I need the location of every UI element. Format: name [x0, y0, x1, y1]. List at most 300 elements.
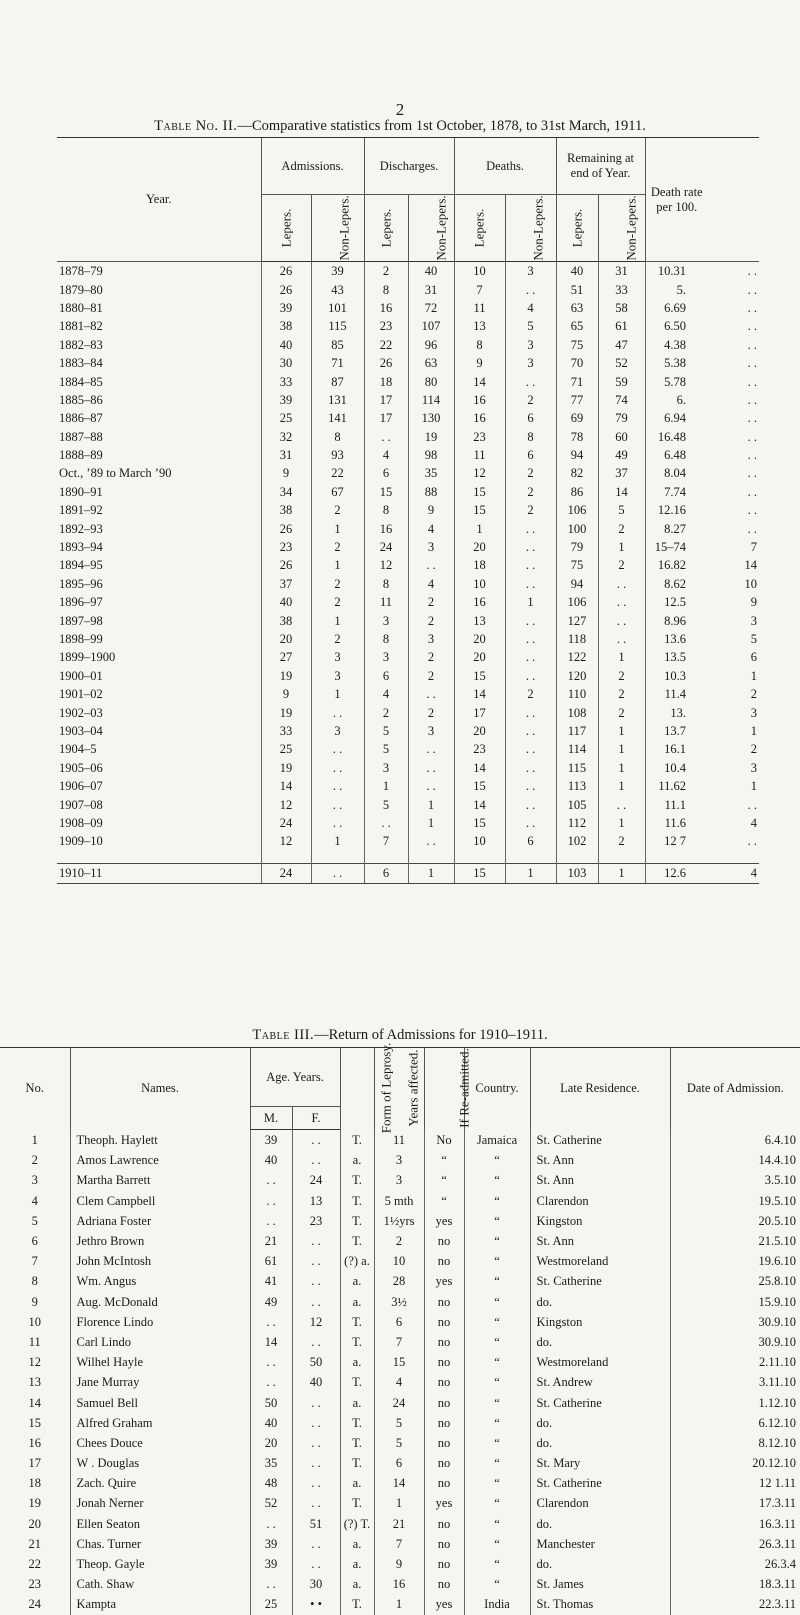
year-cell: 1891–92: [59, 503, 103, 518]
table2-row: [57, 280, 759, 298]
value-cell-d-l: 3: [364, 759, 408, 777]
age-male-cell: 40: [250, 1150, 292, 1170]
value-cell-x-l: 20: [454, 538, 505, 556]
value-cell-x-n: . .: [505, 722, 556, 740]
table2-row: [57, 832, 759, 850]
readmitted-cell: no: [424, 1332, 464, 1352]
table2-row: [57, 336, 759, 354]
age-male-cell: . .: [250, 1211, 292, 1231]
number-cell: 7: [31, 1254, 38, 1269]
value-cell-a-n: 1: [311, 611, 364, 629]
value-cell-a-l: 27: [261, 648, 311, 666]
table2-header-adm-non-lepers: Non-Lepers.: [311, 195, 364, 262]
value-cell-r-n: . .: [598, 611, 645, 629]
death-rate-cell: 5.38: [645, 354, 708, 372]
value-cell-x-n: . .: [505, 703, 556, 721]
table2-row: [57, 299, 759, 317]
table2-row: [57, 519, 759, 537]
table3-header-readmitted: If Re-admitted.: [424, 1048, 464, 1130]
country-cell: “: [464, 1170, 530, 1190]
number-cell: 18: [28, 1476, 41, 1491]
death-rate-cell: 8.96: [645, 611, 708, 629]
value-cell-x-n: 2: [505, 464, 556, 482]
number-cell: 1: [31, 1132, 38, 1147]
year-cell: 1897–98: [59, 613, 103, 628]
death-rate-cell: 6.: [645, 391, 708, 409]
table2-header-dis-non-lepers: Non-Lepers.: [408, 195, 454, 262]
country-cell: “: [464, 1413, 530, 1433]
margin-value-cell: 2: [750, 742, 758, 757]
readmitted-cell: no: [424, 1433, 464, 1453]
table3-header-no: No.: [0, 1048, 70, 1130]
value-cell-a-l: 23: [261, 538, 311, 556]
year-cell: 1909–10: [59, 834, 103, 849]
value-cell-a-n: 2: [311, 593, 364, 611]
value-cell-a-n: . .: [311, 740, 364, 758]
readmitted-cell: no: [424, 1453, 464, 1473]
years-affected-cell: 4: [374, 1372, 424, 1392]
value-cell-a-l: 26: [261, 556, 311, 574]
age-female-cell: . .: [292, 1130, 340, 1151]
name-cell: Jane Murray: [70, 1372, 250, 1392]
form-cell: T.: [340, 1594, 374, 1614]
value-cell-r-n: 2: [598, 832, 645, 850]
value-cell-r-n: 1: [598, 863, 645, 883]
table3-row: [0, 1392, 800, 1412]
age-female-cell: . .: [292, 1392, 340, 1412]
value-cell-r-l: 115: [556, 759, 598, 777]
value-cell-x-l: 13: [454, 317, 505, 335]
value-cell-a-n: 2: [311, 630, 364, 648]
value-cell-r-l: 105: [556, 795, 598, 813]
value-cell-r-n: 2: [598, 667, 645, 685]
age-female-cell: 12: [292, 1312, 340, 1332]
readmitted-cell: no: [424, 1372, 464, 1392]
spacer-cell: [708, 851, 759, 864]
value-cell-d-n: 2: [408, 703, 454, 721]
table2-row: [57, 556, 759, 574]
form-cell: T.: [340, 1332, 374, 1352]
table2-comparative-statistics: [57, 137, 759, 884]
value-cell-x-l: 16: [454, 409, 505, 427]
value-cell-d-l: 1: [364, 777, 408, 795]
table3-row: [0, 1352, 800, 1372]
table3-header-female: F.: [292, 1107, 340, 1130]
residence-cell: Westmoreland: [530, 1251, 670, 1271]
death-rate-cell: 11.4: [645, 685, 708, 703]
margin-value-cell: . .: [747, 319, 758, 334]
form-cell: a.: [340, 1271, 374, 1291]
residence-cell: St. Catherine: [530, 1473, 670, 1493]
value-cell-x-n: 6: [505, 409, 556, 427]
value-cell-d-n: 31: [408, 280, 454, 298]
age-female-cell: . .: [292, 1251, 340, 1271]
name-cell: Ellen Seaton: [70, 1514, 250, 1534]
table3-row: [0, 1312, 800, 1332]
number-cell: 4: [31, 1193, 38, 1208]
readmitted-cell: “: [424, 1191, 464, 1211]
value-cell-x-n: 5: [505, 317, 556, 335]
years-affected-cell: 7: [374, 1534, 424, 1554]
margin-value-cell: . .: [747, 429, 758, 444]
age-female-cell: 24: [292, 1170, 340, 1190]
value-cell-x-n: 3: [505, 262, 556, 281]
residence-cell: Kingston: [530, 1312, 670, 1332]
value-cell-x-n: 1: [505, 593, 556, 611]
value-cell-a-n: 115: [311, 317, 364, 335]
years-affected-cell: 11: [374, 1130, 424, 1151]
form-cell: a.: [340, 1392, 374, 1412]
year-cell: 1906–07: [59, 779, 103, 794]
value-cell-d-n: . .: [408, 759, 454, 777]
table3-row: [0, 1594, 800, 1614]
value-cell-r-l: 117: [556, 722, 598, 740]
date-cell: 20.5.10: [670, 1211, 800, 1231]
country-cell: “: [464, 1554, 530, 1574]
value-cell-x-l: 15: [454, 667, 505, 685]
age-female-cell: . .: [292, 1453, 340, 1473]
value-cell-x-n: 2: [505, 391, 556, 409]
value-cell-d-l: 6: [364, 667, 408, 685]
date-cell: 16.3.11: [670, 1514, 800, 1534]
value-cell-a-l: 9: [261, 685, 311, 703]
country-cell: “: [464, 1574, 530, 1594]
value-cell-d-l: 17: [364, 409, 408, 427]
form-cell: T.: [340, 1413, 374, 1433]
value-cell-a-n: 3: [311, 722, 364, 740]
death-rate-cell: 8.27: [645, 519, 708, 537]
country-cell: “: [464, 1372, 530, 1392]
value-cell-r-n: 49: [598, 446, 645, 464]
age-male-cell: 39: [250, 1534, 292, 1554]
margin-value-cell: 4: [750, 815, 758, 830]
table2-row: [57, 703, 759, 721]
country-cell: Jamaica: [464, 1130, 530, 1151]
death-rate-cell: 11.6: [645, 814, 708, 832]
table3-row: [0, 1574, 800, 1594]
age-female-cell: . .: [292, 1150, 340, 1170]
residence-cell: St. Ann: [530, 1170, 670, 1190]
residence-cell: St. Catherine: [530, 1271, 670, 1291]
table2-caption-text: —Comparative statistics from 1st October, 1878, to 31st March, 1911.: [237, 118, 646, 134]
death-rate-cell: 6.94: [645, 409, 708, 427]
readmitted-cell: no: [424, 1352, 464, 1372]
years-affected-cell: 28: [374, 1271, 424, 1291]
value-cell-r-l: 71: [556, 372, 598, 390]
age-female-cell: . .: [292, 1271, 340, 1291]
margin-value-cell: . .: [747, 282, 758, 297]
value-cell-r-l: 77: [556, 391, 598, 409]
value-cell-x-n: . .: [505, 372, 556, 390]
readmitted-cell: no: [424, 1574, 464, 1594]
margin-value-cell: 9: [750, 595, 758, 610]
value-cell-x-l: 16: [454, 593, 505, 611]
value-cell-d-n: . .: [408, 777, 454, 795]
table2-header-death-lepers: Lepers.: [454, 195, 505, 262]
readmitted-cell: no: [424, 1514, 464, 1534]
value-cell-a-n: 43: [311, 280, 364, 298]
spacer-cell: [645, 851, 708, 864]
name-cell: Alfred Graham: [70, 1413, 250, 1433]
table3-row: [0, 1433, 800, 1453]
margin-value-cell: . .: [747, 484, 758, 499]
death-rate-cell: 12 7: [645, 832, 708, 850]
years-affected-cell: 1: [374, 1594, 424, 1614]
table3-header-age: Age. Years.: [250, 1048, 340, 1107]
value-cell-d-l: 2: [364, 703, 408, 721]
country-cell: “: [464, 1473, 530, 1493]
value-cell-a-l: 14: [261, 777, 311, 795]
table2-row: [57, 372, 759, 390]
readmitted-cell: no: [424, 1312, 464, 1332]
value-cell-a-n: . .: [311, 777, 364, 795]
year-cell: 1910–11: [57, 863, 261, 883]
value-cell-a-n: . .: [311, 795, 364, 813]
value-cell-d-l: 16: [364, 519, 408, 537]
value-cell-a-n: . .: [311, 863, 364, 883]
readmitted-cell: yes: [424, 1594, 464, 1614]
number-cell: 13: [28, 1375, 41, 1390]
value-cell-r-n: 2: [598, 685, 645, 703]
years-affected-cell: 3: [374, 1150, 424, 1170]
value-cell-r-l: 63: [556, 299, 598, 317]
year-cell: Oct., ’89 to March ’90: [59, 466, 172, 481]
table2-header-rem-non-lepers: Non-Lepers.: [598, 195, 645, 262]
spacer-cell: [598, 851, 645, 864]
value-cell-r-l: 65: [556, 317, 598, 335]
value-cell-x-l: 23: [454, 428, 505, 446]
table2-row: [57, 317, 759, 335]
years-affected-cell: 7: [374, 1332, 424, 1352]
name-cell: Zach. Quire: [70, 1473, 250, 1493]
form-cell: T.: [340, 1453, 374, 1473]
country-cell: “: [464, 1453, 530, 1473]
death-rate-cell: 10.4: [645, 759, 708, 777]
value-cell-a-n: 101: [311, 299, 364, 317]
value-cell-x-n: 1: [505, 863, 556, 883]
table2-row: [57, 262, 759, 281]
table2-header-remaining: Remaining at end of Year.: [556, 138, 645, 195]
margin-value-cell: 1: [750, 668, 758, 683]
name-cell: Jethro Brown: [70, 1231, 250, 1251]
value-cell-r-l: 122: [556, 648, 598, 666]
table2-row: [57, 428, 759, 446]
margin-value-cell: 4: [708, 863, 759, 883]
value-cell-d-n: 130: [408, 409, 454, 427]
residence-cell: St. Andrew: [530, 1372, 670, 1392]
number-cell: 10: [28, 1314, 41, 1329]
table2-header-adm-lepers: Lepers.: [261, 195, 311, 262]
year-cell: 1903–04: [59, 723, 103, 738]
readmitted-cell: no: [424, 1554, 464, 1574]
age-male-cell: 48: [250, 1473, 292, 1493]
death-rate-cell: 15–74: [645, 538, 708, 556]
value-cell-d-l: 11: [364, 593, 408, 611]
number-cell: 20: [28, 1516, 41, 1531]
page-number: 2: [395, 100, 405, 119]
value-cell-a-l: 34: [261, 483, 311, 501]
name-cell: Adriana Foster: [70, 1211, 250, 1231]
death-rate-cell: 12.5: [645, 593, 708, 611]
value-cell-x-l: 14: [454, 372, 505, 390]
years-affected-cell: 9: [374, 1554, 424, 1574]
age-female-cell: . .: [292, 1534, 340, 1554]
value-cell-d-l: 5: [364, 722, 408, 740]
value-cell-r-l: 79: [556, 538, 598, 556]
value-cell-x-l: 11: [454, 446, 505, 464]
readmitted-cell: “: [424, 1170, 464, 1190]
death-rate-cell: 12.6: [645, 863, 708, 883]
years-affected-cell: 3½: [374, 1292, 424, 1312]
value-cell-d-l: . .: [364, 428, 408, 446]
value-cell-x-l: 15: [454, 814, 505, 832]
value-cell-x-n: . .: [505, 280, 556, 298]
margin-value-cell: . .: [747, 374, 758, 389]
date-cell: 20.12.10: [670, 1453, 800, 1473]
year-cell: 1907–08: [59, 797, 103, 812]
readmitted-cell: “: [424, 1150, 464, 1170]
name-cell: Wilhel Hayle: [70, 1352, 250, 1372]
residence-cell: St. Catherine: [530, 1130, 670, 1151]
spacer-cell: [505, 851, 556, 864]
name-cell: John McIntosh: [70, 1251, 250, 1271]
value-cell-x-l: 18: [454, 556, 505, 574]
age-male-cell: . .: [250, 1514, 292, 1534]
value-cell-x-n: . .: [505, 538, 556, 556]
value-cell-r-l: 127: [556, 611, 598, 629]
value-cell-r-l: 86: [556, 483, 598, 501]
value-cell-d-n: 35: [408, 464, 454, 482]
age-male-cell: 61: [250, 1251, 292, 1271]
value-cell-a-l: 19: [261, 667, 311, 685]
value-cell-r-n: 2: [598, 519, 645, 537]
value-cell-a-l: 39: [261, 299, 311, 317]
table3-caption-text: —Return of Admissions for 1910–1911.: [314, 1027, 548, 1043]
value-cell-a-l: 26: [261, 280, 311, 298]
value-cell-r-n: 52: [598, 354, 645, 372]
age-female-cell: 13: [292, 1191, 340, 1211]
value-cell-a-n: 2: [311, 575, 364, 593]
death-rate-cell: 8.62: [645, 575, 708, 593]
value-cell-a-l: 38: [261, 611, 311, 629]
value-cell-d-l: 23: [364, 317, 408, 335]
date-cell: 1.12.10: [670, 1392, 800, 1412]
value-cell-d-l: 2: [364, 262, 408, 281]
value-cell-r-l: 70: [556, 354, 598, 372]
number-cell: 2: [31, 1153, 38, 1168]
date-cell: 6.12.10: [670, 1413, 800, 1433]
value-cell-d-l: 7: [364, 832, 408, 850]
value-cell-d-l: 3: [364, 611, 408, 629]
value-cell-r-l: 112: [556, 814, 598, 832]
years-affected-cell: 14: [374, 1473, 424, 1493]
residence-cell: do.: [530, 1413, 670, 1433]
year-cell: 1883–84: [59, 356, 103, 371]
name-cell: Aug. McDonald: [70, 1292, 250, 1312]
value-cell-x-n: . .: [505, 759, 556, 777]
table2-row: [57, 648, 759, 666]
table2-row: [57, 575, 759, 593]
value-cell-d-n: 72: [408, 299, 454, 317]
margin-value-cell: . .: [747, 337, 758, 352]
value-cell-d-l: 4: [364, 685, 408, 703]
value-cell-x-n: . .: [505, 667, 556, 685]
value-cell-a-l: 26: [261, 519, 311, 537]
age-male-cell: 39: [250, 1554, 292, 1574]
table3-header-date: Date of Admission.: [670, 1048, 800, 1130]
value-cell-r-n: 14: [598, 483, 645, 501]
margin-value-cell: . .: [747, 797, 758, 812]
value-cell-a-l: 40: [261, 336, 311, 354]
value-cell-x-l: 7: [454, 280, 505, 298]
death-rate-cell: 5.: [645, 280, 708, 298]
age-female-cell: . .: [292, 1433, 340, 1453]
value-cell-d-l: 18: [364, 372, 408, 390]
form-cell: a.: [340, 1352, 374, 1372]
value-cell-d-l: 3: [364, 648, 408, 666]
margin-value-cell: 1: [750, 779, 758, 794]
value-cell-a-l: 38: [261, 501, 311, 519]
table2-row: [57, 667, 759, 685]
residence-cell: St. Mary: [530, 1453, 670, 1473]
value-cell-r-l: 40: [556, 262, 598, 281]
value-cell-r-n: 61: [598, 317, 645, 335]
value-cell-x-n: . .: [505, 630, 556, 648]
value-cell-r-n: 79: [598, 409, 645, 427]
value-cell-a-l: 33: [261, 372, 311, 390]
value-cell-x-n: 2: [505, 483, 556, 501]
age-female-cell: . .: [292, 1292, 340, 1312]
years-affected-cell: 3: [374, 1170, 424, 1190]
table3-row: [0, 1372, 800, 1392]
table3-row: [0, 1453, 800, 1473]
value-cell-x-l: 15: [454, 777, 505, 795]
value-cell-r-n: 5: [598, 501, 645, 519]
value-cell-d-l: 6: [364, 863, 408, 883]
age-male-cell: 35: [250, 1453, 292, 1473]
form-cell: T.: [340, 1191, 374, 1211]
margin-value-cell: . .: [747, 503, 758, 518]
value-cell-r-n: . .: [598, 575, 645, 593]
age-female-cell: . .: [292, 1332, 340, 1352]
date-cell: 12 1.11: [670, 1473, 800, 1493]
value-cell-x-l: 10: [454, 575, 505, 593]
table3-row: [0, 1211, 800, 1231]
table2-header-admissions: Admissions.: [261, 138, 364, 195]
table2-row: [57, 795, 759, 813]
form-cell: T.: [340, 1231, 374, 1251]
date-cell: 26.3.11: [670, 1534, 800, 1554]
table2-header-year: Year.: [57, 138, 261, 262]
year-cell: 1888–89: [59, 448, 103, 463]
value-cell-d-l: 8: [364, 575, 408, 593]
country-cell: “: [464, 1251, 530, 1271]
number-cell: 6: [31, 1234, 38, 1249]
margin-value-cell: 1: [750, 723, 758, 738]
value-cell-x-l: 10: [454, 832, 505, 850]
table2-header-discharges: Discharges.: [364, 138, 454, 195]
value-cell-r-l: 51: [556, 280, 598, 298]
value-cell-a-l: 19: [261, 703, 311, 721]
date-cell: 17.3.11: [670, 1493, 800, 1513]
age-female-cell: . .: [292, 1473, 340, 1493]
age-male-cell: 41: [250, 1271, 292, 1291]
value-cell-x-l: 11: [454, 299, 505, 317]
form-cell: a.: [340, 1554, 374, 1574]
number-cell: 16: [28, 1435, 41, 1450]
value-cell-r-l: 75: [556, 556, 598, 574]
value-cell-r-n: . .: [598, 795, 645, 813]
